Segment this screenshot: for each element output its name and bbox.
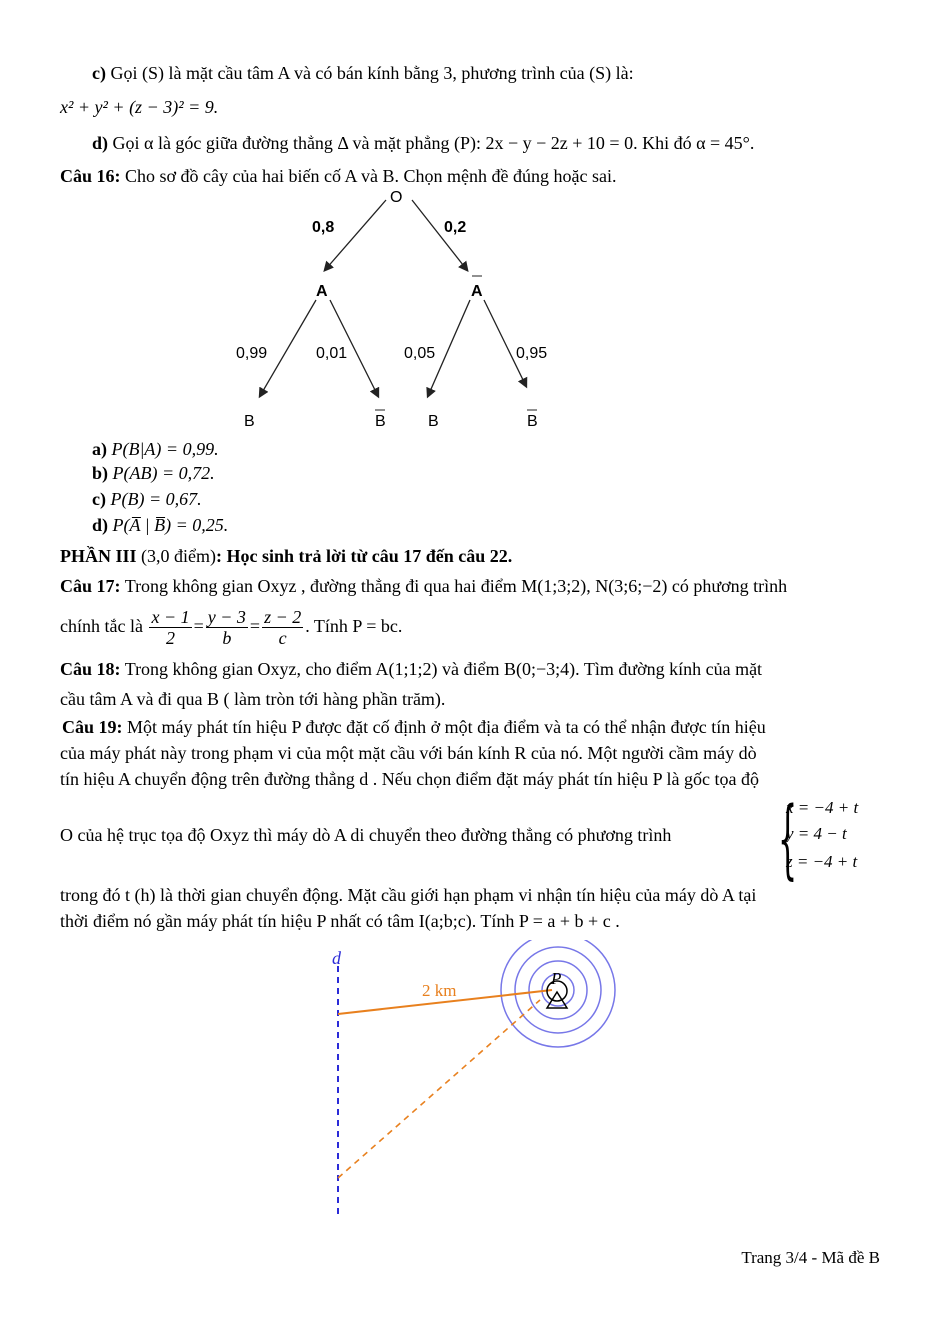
- q16-label: Câu 16:: [60, 166, 121, 186]
- q19-eq-z: z = −4 + t: [786, 852, 858, 871]
- tree-node-a: A: [316, 283, 328, 300]
- q19-stem: [62, 716, 880, 738]
- line-d-label: d: [332, 948, 341, 968]
- q17-fraction-x: $\frac{x - 1}{2}$: [151, 607, 190, 649]
- tree-p-b-a: 0,99: [236, 345, 268, 362]
- q15-c-line: [92, 62, 880, 84]
- q17-label: Câu 17:: [60, 576, 121, 596]
- distance-label: 2 km: [422, 981, 457, 1000]
- q19-text2: của máy phát này trong phạm vi của một mặt cầu với bán kính R của nó. Một người cầm máy dò: [60, 743, 757, 763]
- tree-node-abar: A: [471, 283, 483, 300]
- q15-c-label: c): [92, 63, 106, 83]
- part3-points: (3,0 điểm): [141, 546, 216, 566]
- q19-text6: thời điểm nó gần máy phát tín hiệu P nhất có tâm I(a;b;c). Tính P = a + b + c .: [60, 911, 620, 931]
- probability-tree-diagram: [220, 188, 580, 438]
- page-footer: Trang 3/4 - Mã đề B: [741, 1248, 880, 1267]
- tree-p-bbar-a: 0,01: [316, 345, 348, 362]
- q16-option-d: d) P(A̅ | B̅) = 0,25.: [92, 515, 229, 535]
- edge-abar-bbar: [484, 300, 526, 386]
- q17-fraction-y: $\frac{y - 3}{b}$: [207, 607, 246, 649]
- tree-leaf-b2: B: [428, 413, 439, 430]
- tree-p-bbar-abar: 0,95: [516, 345, 548, 362]
- q15-d-line: [92, 132, 880, 154]
- tree-leaf-b1: B: [244, 413, 255, 430]
- q17-text: Trong không gian Oxyz , đường thẳng đi qua hai điểm M(1;3;2), N(3;6;−2) có phương trình: [124, 576, 788, 596]
- tree-leaf-bbar1: B: [375, 413, 386, 430]
- q17-fraction-z: $\frac{z - 2}{c}$: [264, 607, 302, 649]
- q18-text2: cầu tâm A và đi qua B ( làm tròn tới hàng phần trăm).: [60, 689, 446, 709]
- q18-label: Câu 18:: [60, 659, 121, 679]
- signal-ring-3: [515, 947, 601, 1033]
- q19-text5: trong đó t (h) là thời gian chuyển động. Mặt cầu giới hạn phạm vi nhận tín hiệu của máy dò A tại: [60, 885, 757, 905]
- point-p-label: P: [551, 969, 562, 988]
- q19-text: Một máy phát tín hiệu P được đặt cố định ở một địa điểm và ta có thể nhận được tín hiệu: [127, 717, 766, 737]
- tree-p-abar: 0,2: [444, 219, 467, 236]
- dashed-segment: [338, 1000, 540, 1178]
- q15-c-text: Gọi (S) là mặt cầu tâm A và có bán kính bằng 3, phương trình của (S) là:: [110, 63, 634, 83]
- tree-leaf-bbar2: B: [527, 413, 538, 430]
- edge-a-b: [260, 300, 316, 396]
- q18-stem: [60, 658, 880, 680]
- q17-equation-line: chính tắc là $\frac{x - 1}{2}$ = $\frac{y - 3}{b}$ = $\frac{z - 2}{c}$ . Tính P = bc.: [60, 607, 403, 649]
- q18-text: Trong không gian Oxyz, cho điểm A(1;1;2) và điểm B(0;−3;4). Tìm đường kính của mặt: [124, 659, 763, 679]
- q19-eq-x: x = −4 + t: [786, 798, 859, 817]
- q19-eq-y: y = 4 − t: [786, 824, 847, 843]
- tree-p-b-abar: 0,05: [404, 345, 436, 362]
- q17-stem: [60, 575, 880, 597]
- q19-signal-figure: [300, 940, 620, 1230]
- q16-stem: [60, 165, 880, 187]
- q15-d-text: Gọi α là góc giữa đường thẳng Δ và mặt phẳng (P): 2x − y − 2z + 10 = 0. Khi đó α = 45°.: [112, 133, 755, 153]
- q19-text4: O của hệ trục tọa độ Oxyz thì máy dò A di chuyển theo đường thẳng có phương trình: [60, 825, 672, 845]
- q16-option-b: b) P(AB) = 0,72.: [92, 463, 215, 483]
- part3-heading: [60, 545, 880, 567]
- q15-d-label: d): [92, 133, 109, 153]
- part3-instruction: : Học sinh trả lời từ câu 17 đến câu 22.: [216, 546, 513, 566]
- tree-root-label: O: [390, 189, 403, 206]
- q19-text3: tín hiệu A chuyển động trên đường thẳng d . Nếu chọn điểm đặt máy phát tín hiệu P là gốc tọa độ: [60, 769, 759, 789]
- tree-p-a: 0,8: [312, 219, 335, 236]
- q15-c-equation: x² + y² + (z − 3)² = 9.: [60, 97, 219, 117]
- q16-text: Cho sơ đồ cây của hai biến cố A và B. Chọn mệnh đề đúng hoặc sai.: [125, 166, 617, 186]
- part3-title: PHẦN III: [60, 546, 137, 566]
- q16-option-c: c) P(B) = 0,67.: [92, 489, 202, 509]
- q19-label: Câu 19:: [62, 717, 123, 737]
- q16-option-a: a) P(B|A) = 0,99.: [92, 439, 219, 459]
